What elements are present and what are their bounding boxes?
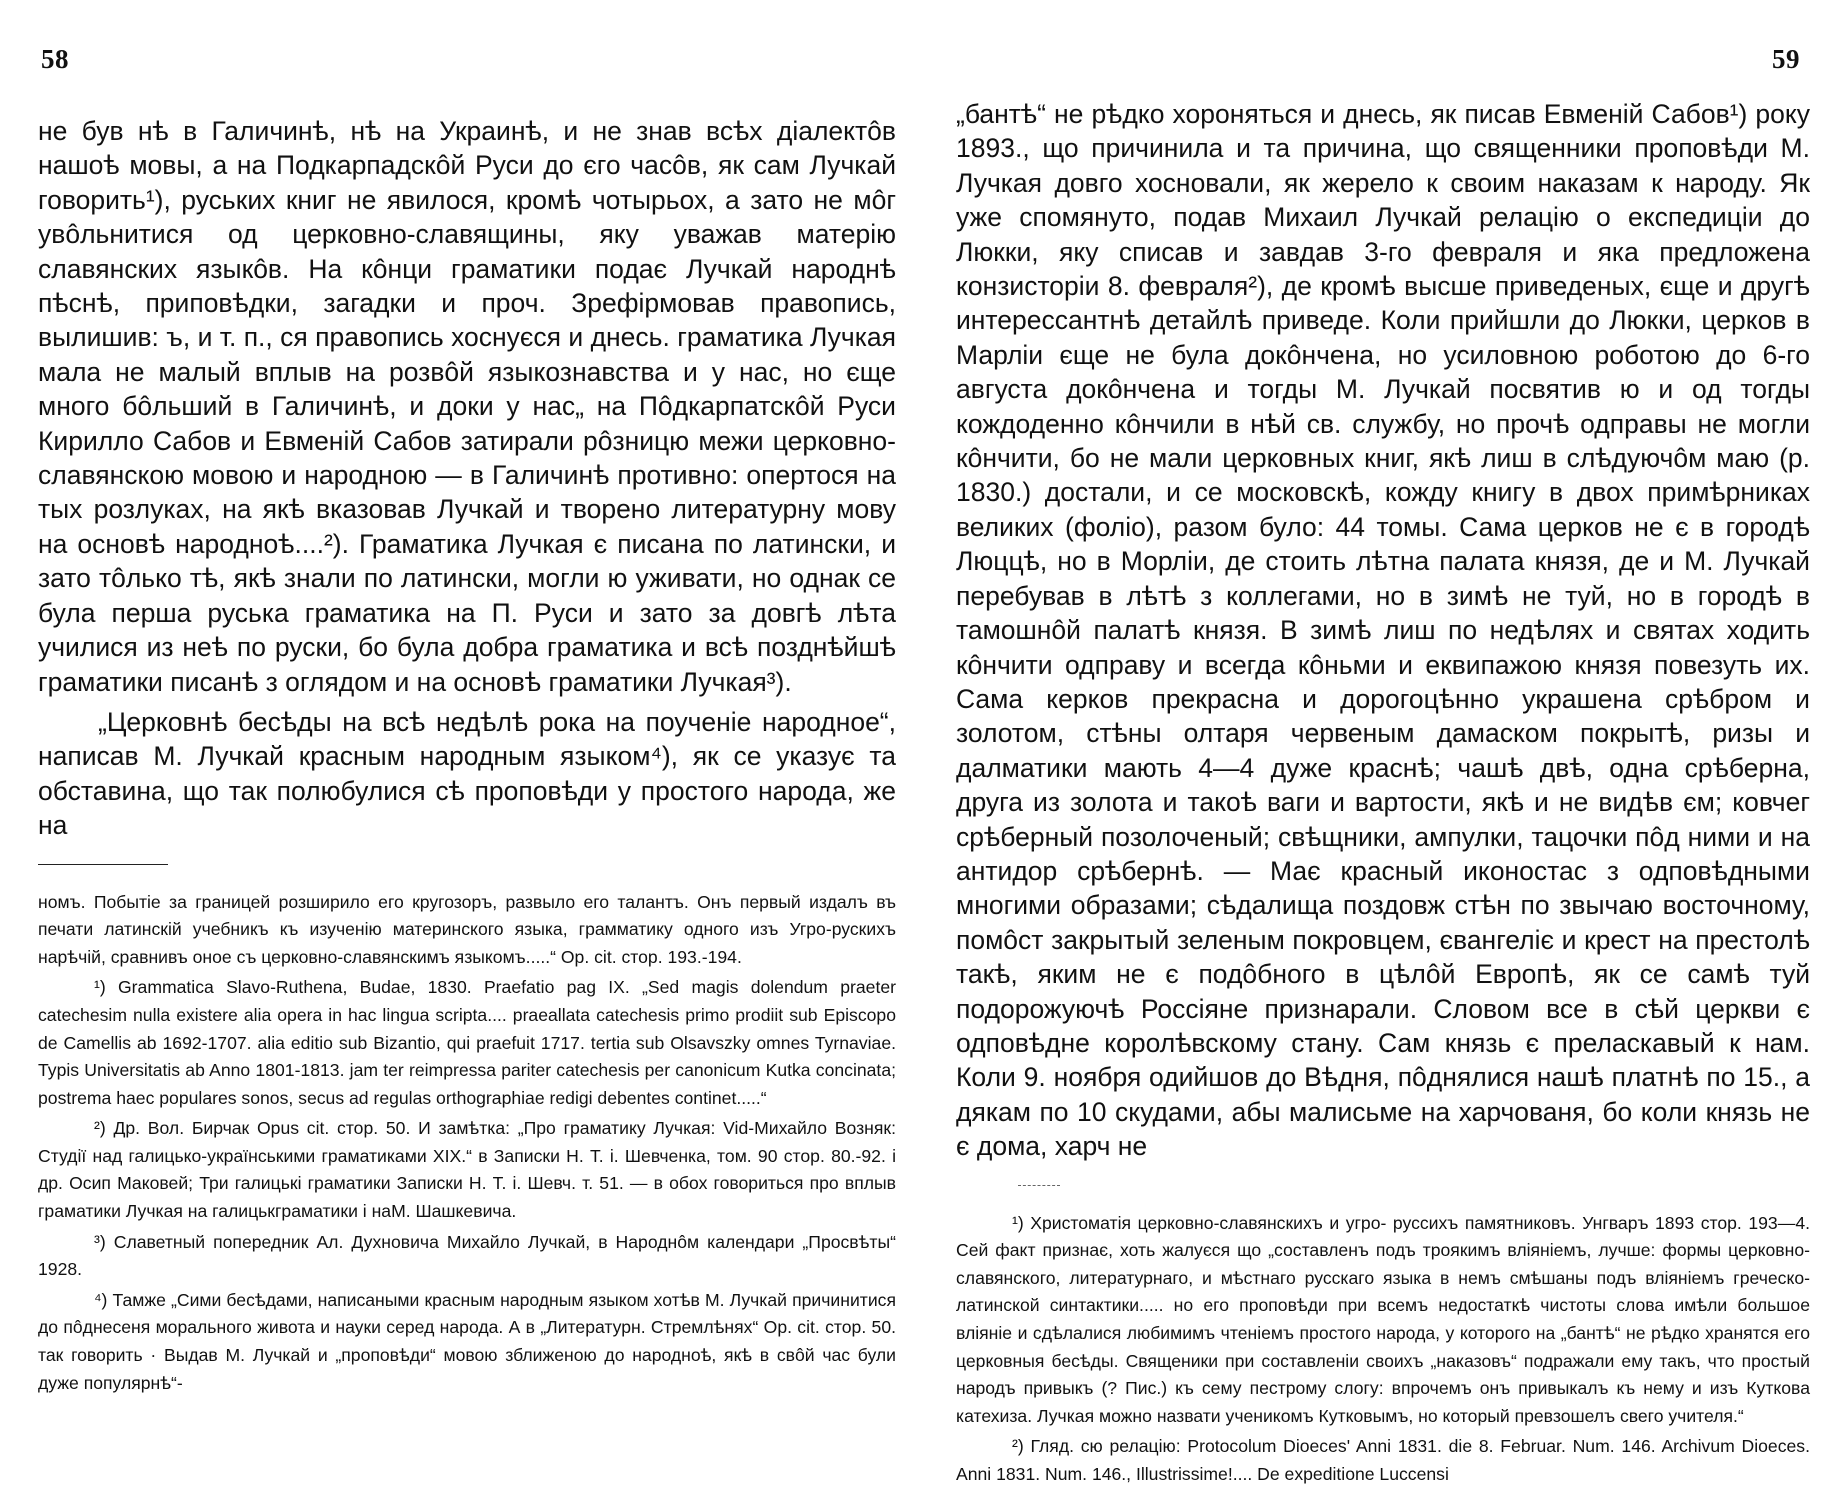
footnote-divider: [38, 864, 168, 865]
footnote: номъ. Побытіе за границей розширило его кругозоръ, развыло его талантъ. Онъ первый издалъ въ печати латинскій учебникъ къ изученію материнского языка, грамматику одного изъ Угро-рускихъ нарѣчій, сравнивъ оное съ церковно-славянскимъ языкомъ.....“ Op. cit. стор. 193.-194.: [38, 891, 896, 967]
footnote-divider: [1018, 1185, 1060, 1186]
right-page-column: [956, 99, 1810, 1489]
footnote: ⁴) Тамже „Сими бесѣдами, написаными красным народным языком хотѣв М. Лучкай причинитися до пôднесеня морального живота и науки серед народа. А в „Литературн. Стремлѣнях“ Op. cit. стор. 50. так говорить · Выдав М. Лучкай и „проповѣди“ мовою зближеною до народноѣ, якѣ в свôй час були дуже популярнѣ“-: [38, 1289, 896, 1393]
paragraph: „Церковнѣ бесѣды на всѣ недѣлѣ рока на поученіе народное“, написав М. Лучкай красным народным языком⁴), як се указує та обставина, що так полюбулися сѣ проповѣди у простого народа, же на: [38, 706, 896, 841]
right-main-text: [956, 97, 1810, 1164]
paragraph: „бантѣ“ не рѣдко хороняться и днесь, як писав Евменій Сабов¹) року 1893., що причинила и та причина, що священники проповѣди М. Лучкая довго хосновали, як жерело к своим наказам к народу. Як уже спомянуто, подав Михаил Лучкай релацію о експедиціи до Люкки, яку списав и завдав 3-го февраля и яка предложена конзисторіи 8. февраля²), де кромѣ высше приведеных, єще и другѣ интерессантнѣ детайлѣ приведе. Коли прийшли до Люкки, церков в Марліи єще не була докôнчена, но усиловною роботою до 6-го августа докôнчена и тогды М. Лучкай посвятив ю и од тогды кождоденно кôнчили в нѣй св. службу, но прочѣ одправы не могли кôнчити, бо не мали церковных книг, якѣ лиш в слѣдуючôм маю (р. 1830.) достали, и се московскѣ, кожду книгу в двох примѣрниках великих (фоліо), разом було: 44 томы. Сама церков не є в городѣ Люццѣ, но в Морліи, де стоить лѣтна палата князя, де и М. Лучкай перебував в лѣтѣ з коллегами, но в зимѣ не туй, но в городѣ в тамошнôй палатѣ князя. В зимѣ лиш по недѣлях и святах ходить кôнчити одправу и всегда кôньми и еквипажою князя повезуть их. Сама керков прекрасна и дорогоцѣнно украшена срѣбром и золотом, стѣны олтаря червеным дамаском покрытѣ, ризы и далматики мають 4—4 дуже краснѣ; чашѣ двѣ, одна срѣберна, друга из золота и такоѣ ваги и вартости, якѣ и не видѣв єм; ковчег срѣберный позолоченый; свѣщники, ампулки, тацочки пôд ними и на антидор срѣбернѣ. — Має красный иконостас з одповѣдными многими образами; сѣдалища поздовж стѣн по звычаю восточному, помôст закрытый зеленым покровцем, євангеліє и крест на престолѣ такѣ, яким не є подôбного в цѣлôй Европѣ, як се самѣ туй подорожуючѣ Россіяне признарали. Словом все в сѣй церкви є одповѣдне королѣвскому стану. Сам князь є прелаcкавый к нам. Коли 9. ноября одийшов до Вѣдня, пôднялися нашѣ платнѣ по 15., а дякам по 10 скудами, абы малисьме на харчованя, бо коли князь не є дома, харч не: [956, 99, 1810, 1162]
left-main-text: [38, 114, 896, 843]
page-number-right: 59: [1772, 44, 1800, 74]
paragraph: не був нѣ в Галичинѣ, нѣ на Украинѣ, и не знав всѣх діалектôв нашоѣ мовы, а на Подкарпадскôй Руси до єго часôв, як сам Лучкай говорить¹), руських книг не явилося, кромѣ чотырьох, а зато не мôг увôльнитися од церковно-славящины, яку уважав матерію славянских языкôв. На кôнци граматики подає Лучкай народнѣ пѣснѣ, приповѣдки, загадки и проч. Зрефірмовав правопись, вылишив: ъ, и т. п., ся правопись хоснуєся и днесь. граматика Лучкая мала не малый вплыв на розвôй языкознавства и у нас, но єще много бôльший в Галичинѣ, и доки у нас„ на Пôдкарпатскôй Руси Кирилло Сабов и Евменій Сабов затирали рôзницю межи церковно-славянскою мовою и народною — в Галичинѣ противно: опертося на тых розлуках, на якѣ вказовав Лучкай и творено литературну мову на основѣ народноѣ....²). Граматика Лучкая є писана по латински, и зато тôлько тѣ, якѣ знали по латински, могли ю уживати, но однак се була перша руська граматика на П. Руси и зато за довгѣ лѣта училися из неѣ по руски, бо була добра граматика и всѣ позднѣйшѣ граматики писанѣ з оглядом и на основѣ граматики Лучкая³).: [38, 116, 896, 697]
footnote: ¹) Христоматія церковно-славянскихъ и угро- руссихъ памятниковъ. Унгваръ 1893 стор. 193—4. Сей факт признає, хоть жалуєся що „составленъ подъ троякимъ вліяніемъ, лучше: формы церковно-славянского, литературнаго, и мѣстнаго русскаго языка в немъ смѣшаны подъ вліяніемъ греческо-латинской синтактики..... но его проповѣди при всемъ недостаткѣ чистоты слова имѣли большое вліяніе и сдѣлалися любимимъ чтеніемъ простого народа, у которого на „бантѣ“ не рѣдко хранятся его церковныя бесѣды. Священики при составленіи своихъ „наказовъ“ подражали ему такъ, что простый народъ привыкъ (? Пис.) къ сему пестрому слогу: впрочемъ онъ привыкалъ къ нему и изъ Куткова катехиза. Лучкая можно назвати ученикомъ Кутковымъ, но который превзошелъ свего учителя.“: [956, 1212, 1810, 1426]
footnote: ³) Славетный попередник Ал. Духновича Михайло Лучкай, в Народнôм календари „Просвѣты“ 1928.: [38, 1231, 896, 1280]
right-footnotes: [956, 1210, 1810, 1489]
footnote: ²) Др. Вол. Бирчак Opus cit. стор. 50. И замѣтка: „Про граматику Лучкая: Vid-Михайло Возняк: Студії над галицько-українськими граматиками XIX.“ в Записки Н. Т. і. Шевченка, том. 90 стор. 80.-92. і др. Осип Маковей; Три галицькі граматики Записки Н. Т. і. Шевч. т. 51. — в обох говориться про вплыв граматики Лучкая на галицькграматики і наМ. Шашкевича.: [38, 1118, 896, 1222]
page-number-left: 58: [41, 44, 69, 74]
footnote: ²) Гляд. сю релацію: Protocolum Dioeces' Anni 1831. die 8. Februar. Num. 146. Archivum Dioeces. Anni 1831. Num. 146., Illustrissime!.... De expeditione Luccensi: [956, 1436, 1810, 1484]
left-footnotes: [38, 889, 896, 1398]
left-page-column: [38, 114, 896, 1397]
footnote: ¹) Grammatica Slavo-Ruthena, Budae, 1830. Praefatio pag IX. „Sed magis dolendum praeter catechesim nulla existere alia opera in hac lingua scripta.... praeallata catechesis primo prodiit sub Episcopo de Camellis ab 1692-1707. alia editio sub Bizantio, qui praefuit 1717. tertia sub Olsavszky omnes Tyrnaviae. Typis Universitatis ab Anno 1801-1813. jam ter reimpressa pariter catechesis per canonicum Kutka concinata; postrema haec populares sonos, secus ad regulas orthographiae redigi debentes continet.....“: [38, 977, 896, 1108]
